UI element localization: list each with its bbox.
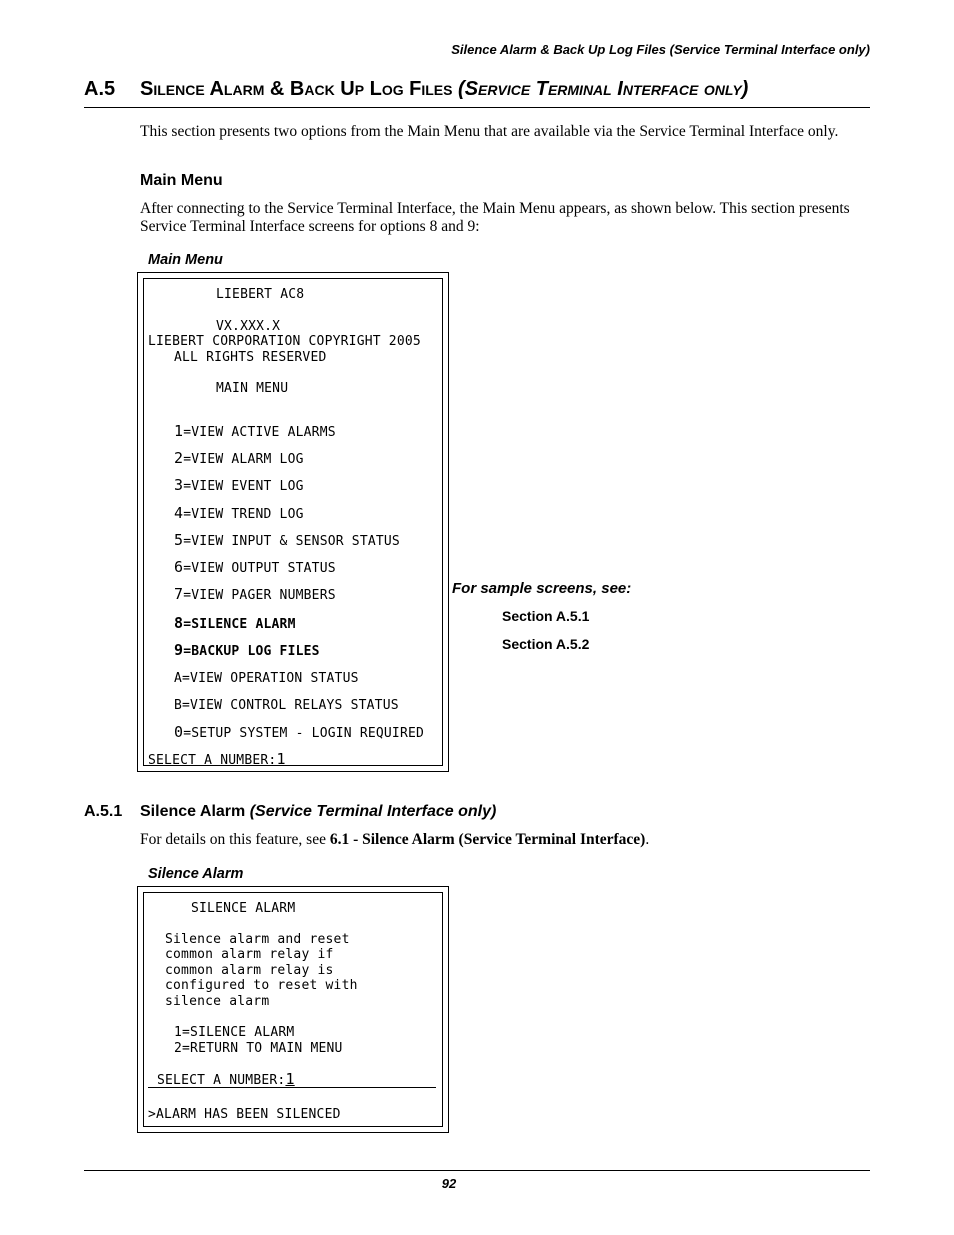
menu-option-view-input-sensor-status: 5=VIEW INPUT & SENSOR STATUS <box>174 531 400 549</box>
subsection-number: A.5.1 <box>84 803 123 820</box>
subsection-heading-a51 <box>84 803 496 821</box>
menu-option-view-output-status: 6=VIEW OUTPUT STATUS <box>174 558 336 576</box>
silence-description-line-1: Silence alarm and reset <box>165 932 350 947</box>
menu-option-view-pager-numbers: 7=VIEW PAGER NUMBERS <box>174 585 336 603</box>
screen-menu-title: MAIN MENU <box>216 381 289 396</box>
menu-option-view-active-alarms: 1=VIEW ACTIVE ALARMS <box>174 422 336 440</box>
silence-prompt: SELECT A NUMBER:1 <box>157 1070 295 1088</box>
silence-alarm-caption: Silence Alarm <box>148 866 244 882</box>
main-menu-caption: Main Menu <box>148 252 223 268</box>
main-menu-screen-inner <box>143 278 443 766</box>
screen-version: VX.XXX.X <box>216 319 281 334</box>
section-title-qualifier: (Service Terminal Interface only) <box>458 78 749 100</box>
sample-screen-ref-a52: Section A.5.2 <box>502 636 590 652</box>
main-menu-heading: Main Menu <box>140 172 223 189</box>
main-menu-prompt: SELECT A NUMBER:1 <box>148 750 286 768</box>
cross-reference-link: 6.1 - Silence Alarm (Service Terminal Interface) <box>329 831 646 848</box>
silence-option-silence-alarm: 1=SILENCE ALARM <box>174 1025 295 1040</box>
section-intro: This section presents two options from the Main Menu that are available via the Service Terminal Interface only. <box>140 123 839 140</box>
silence-description-line-4: configured to reset with <box>165 978 358 993</box>
screen-rights: ALL RIGHTS RESERVED <box>174 350 327 365</box>
menu-option-view-control-relays-status: B=VIEW CONTROL RELAYS STATUS <box>174 698 399 713</box>
screen-product-name: LIEBERT AC8 <box>216 287 305 302</box>
menu-option-setup-system: 0=SETUP SYSTEM - LOGIN REQUIRED <box>174 723 425 741</box>
footer-rule <box>84 1170 870 1171</box>
screen-copyright: LIEBERT CORPORATION COPYRIGHT 2005 <box>148 334 421 349</box>
heading-rule <box>84 107 870 108</box>
running-header: Silence Alarm & Back Up Log Files (Service Terminal Interface only) <box>451 42 870 57</box>
main-menu-paragraph: After connecting to the Service Terminal Interface, the Main Menu appears, as shown below. This section presents Service Terminal Interface screens for options 8 and 9: <box>140 200 850 235</box>
silence-description-line-2: common alarm relay if <box>165 947 334 962</box>
silence-alarm-screen-inner <box>143 892 443 1127</box>
silence-status-message: >ALARM HAS BEEN SILENCED <box>148 1107 341 1122</box>
silence-screen-title: SILENCE ALARM <box>191 901 296 916</box>
subsection-a51-paragraph: For details on this feature, see 6.1 - Silence Alarm (Service Terminal Interface). <box>140 831 650 848</box>
subsection-title: Silence Alarm <box>140 803 246 820</box>
section-number: A.5 <box>84 78 116 100</box>
silence-description-line-5: silence alarm <box>165 994 270 1009</box>
silence-alarm-screen <box>137 886 449 1133</box>
silence-prompt-value: 1 <box>285 1070 295 1088</box>
menu-option-view-operation-status: A=VIEW OPERATION STATUS <box>174 671 359 686</box>
sample-screens-label: For sample screens, see: <box>452 580 632 597</box>
silence-description-line-3: common alarm relay is <box>165 963 334 978</box>
main-menu-screen <box>137 272 449 772</box>
subsection-title-qualifier: (Service Terminal Interface only) <box>249 803 497 820</box>
silence-option-return-to-main-menu: 2=RETURN TO MAIN MENU <box>174 1041 343 1056</box>
section-title: Silence Alarm & Back Up Log Files <box>140 78 453 100</box>
main-menu-prompt-value: 1 <box>276 750 286 768</box>
menu-option-view-trend-log: 4=VIEW TREND LOG <box>174 504 304 522</box>
menu-option-view-event-log: 3=VIEW EVENT LOG <box>174 476 304 494</box>
menu-option-backup-log-files: 9=BACKUP LOG FILES <box>174 641 320 659</box>
silence-screen-divider <box>148 1087 436 1088</box>
menu-option-silence-alarm: 8=SILENCE ALARM <box>174 614 296 632</box>
sample-screen-ref-a51: Section A.5.1 <box>502 608 590 624</box>
menu-option-view-alarm-log: 2=VIEW ALARM LOG <box>174 449 304 467</box>
section-heading <box>84 78 870 101</box>
page-number: 92 <box>441 1176 457 1191</box>
